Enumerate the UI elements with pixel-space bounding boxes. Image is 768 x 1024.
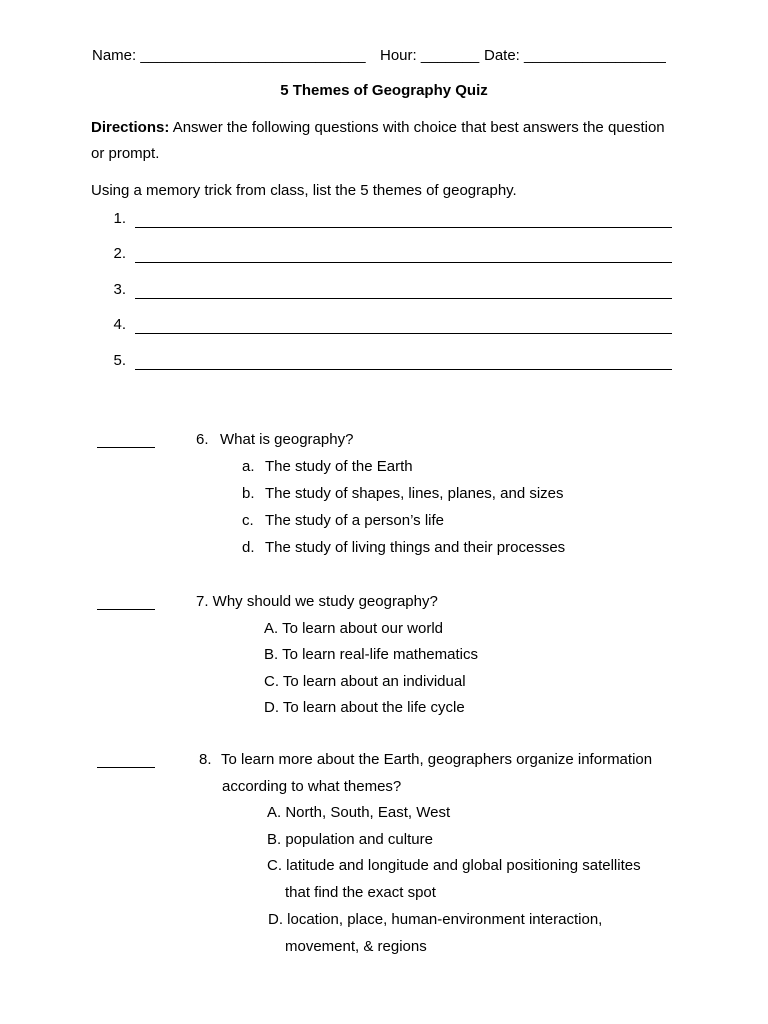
name-field-label: Name: ___________________________	[92, 47, 366, 64]
q6-answer-blank[interactable]	[97, 433, 155, 448]
q7-choice: D. To learn about the life cycle	[264, 699, 465, 716]
q6-choice-text: The study of shapes, lines, planes, and sizes	[265, 485, 564, 502]
memory-prompt: Using a memory trick from class, list the 5 themes of geography.	[91, 182, 517, 199]
directions	[91, 119, 665, 136]
list-number: 5.	[113, 352, 126, 369]
q6-choice-text: The study of the Earth	[265, 458, 413, 475]
q7-choice: A. To learn about our world	[264, 620, 443, 637]
q7-answer-blank[interactable]	[97, 595, 155, 610]
q6-choice-text: The study of a person’s life	[265, 512, 444, 529]
q8-choice: B. population and culture	[267, 831, 433, 848]
q6-choice-letter: c.	[242, 512, 254, 529]
q8-question-continued: according to what themes?	[222, 778, 402, 795]
q8-answer-blank[interactable]	[97, 753, 155, 768]
q7-choice: B. To learn real-life mathematics	[264, 646, 478, 663]
answer-line[interactable]	[135, 210, 672, 228]
list-number: 1.	[113, 210, 126, 227]
list-item	[110, 210, 672, 230]
q7-question: 7. Why should we study geography?	[196, 593, 438, 610]
list-item	[110, 352, 672, 372]
hour-field-label: Hour: _______	[380, 47, 480, 64]
list-item	[110, 281, 672, 301]
list-number: 3.	[113, 281, 126, 298]
q8-question: To learn more about the Earth, geographers organize information	[221, 751, 653, 768]
directions-text-continued: or prompt.	[91, 145, 160, 162]
list-number: 2.	[113, 245, 126, 262]
answer-line[interactable]	[135, 245, 672, 263]
list-item	[110, 245, 672, 265]
date-field-label: Date: _________________	[484, 47, 666, 64]
q6-choice-letter: a.	[242, 458, 255, 475]
directions-label: Directions:	[91, 119, 170, 136]
answer-line[interactable]	[135, 281, 672, 299]
list-item	[110, 316, 672, 336]
q6-choice-text: The study of living things and their processes	[265, 539, 566, 556]
list-number: 4.	[113, 316, 126, 333]
q8-choice: D. location, place, human-environment interaction,	[268, 911, 603, 928]
answer-line[interactable]	[135, 316, 672, 334]
q8-choice-continued: that find the exact spot	[285, 884, 436, 901]
q6-number: 6.	[196, 431, 209, 448]
q7-choice: C. To learn about an individual	[264, 673, 466, 690]
q6-choice-letter: b.	[242, 485, 255, 502]
q6-choice-letter: d.	[242, 539, 255, 556]
page-title: 5 Themes of Geography Quiz	[280, 82, 488, 99]
q8-choice: A. North, South, East, West	[267, 804, 451, 821]
q8-choice: C. latitude and longitude and global positioning satellites	[267, 857, 641, 874]
q6-question: What is geography?	[220, 431, 354, 448]
answer-line[interactable]	[135, 352, 672, 370]
q8-choice-continued: movement, & regions	[285, 938, 427, 955]
q8-number: 8.	[199, 751, 212, 768]
directions-text: Answer the following questions with choice that best answers the question	[172, 119, 665, 136]
